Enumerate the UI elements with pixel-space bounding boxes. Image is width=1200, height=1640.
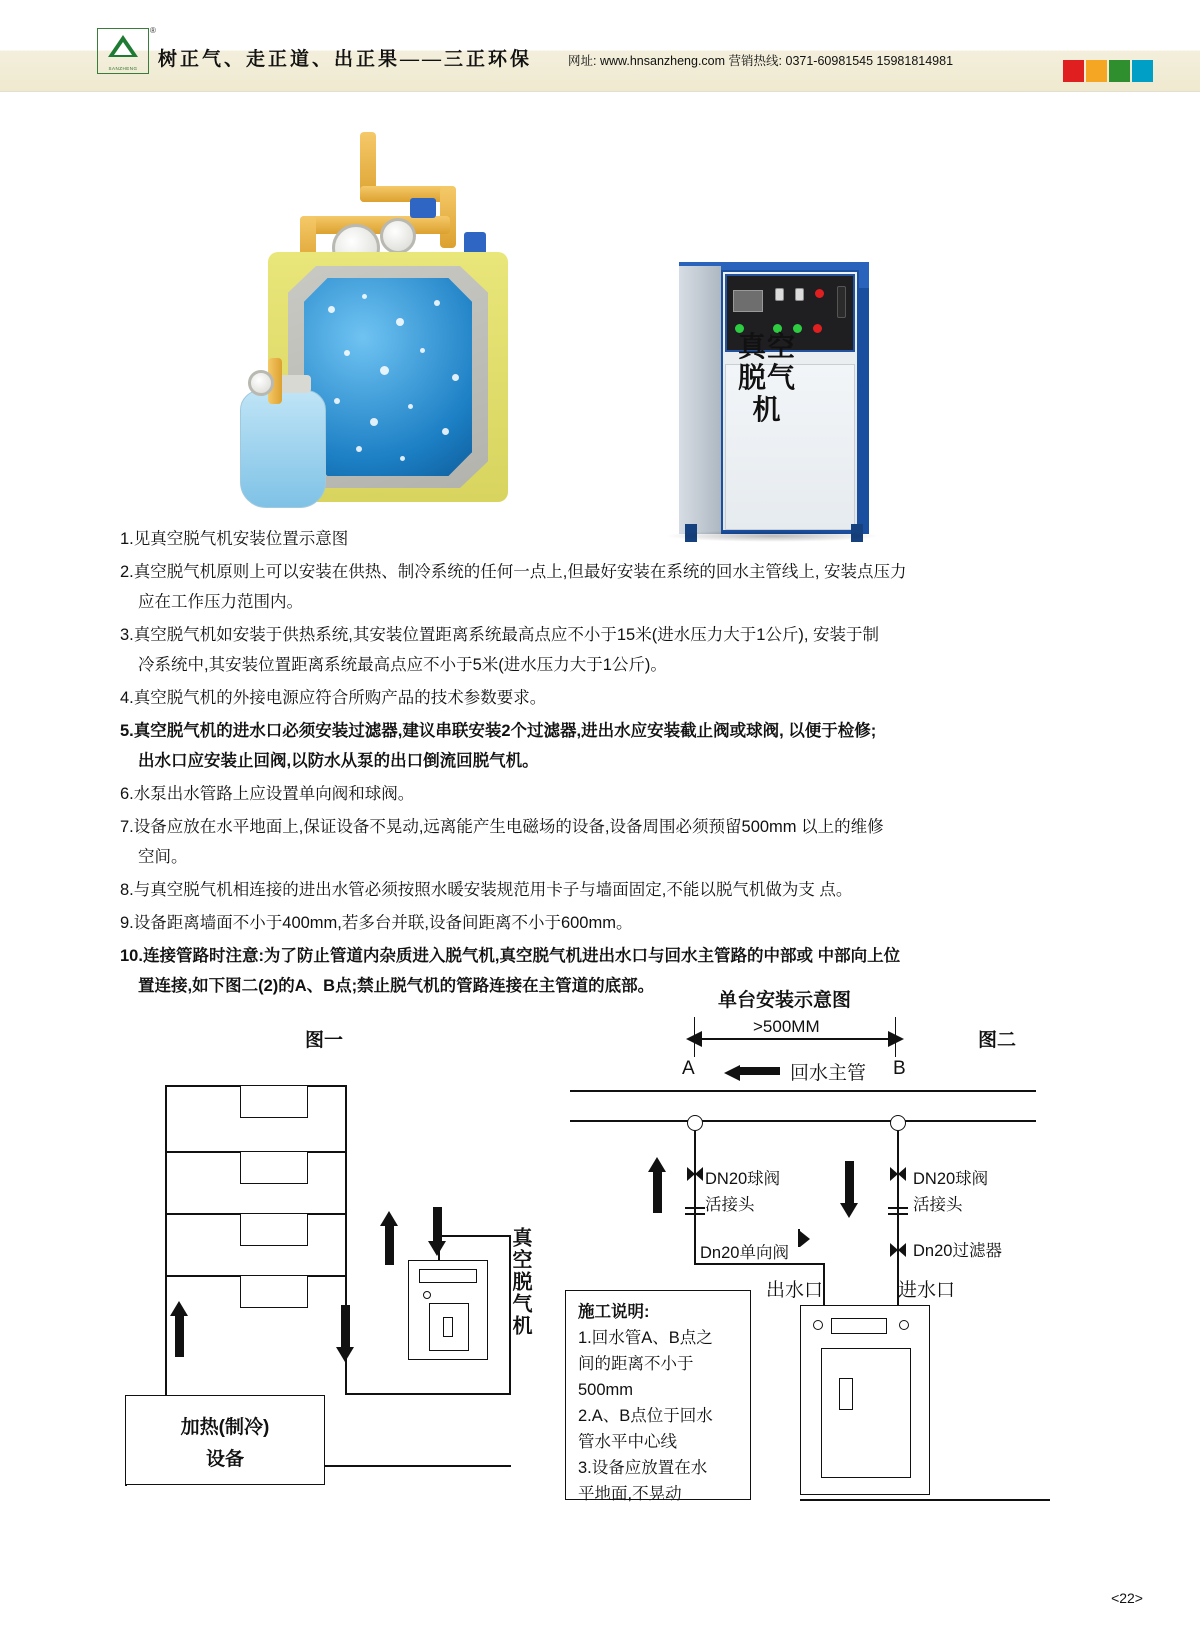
bubble [344,350,350,356]
registered-mark: ® [150,26,156,35]
degasser-window-figure1 [443,1317,453,1337]
installation-notes [120,524,1080,1004]
note-text-cont: 空间。 [138,848,188,866]
terminal-unit-3 [240,1213,308,1246]
main-breaker-switch[interactable] [837,286,846,318]
diagram-two-title: 图二 [978,1030,1017,1051]
color-bar-red [1063,60,1084,82]
note-text: 真空脱气机原则上可以安装在供热、制冷系统的任何一点上,但最好安装在系统的回水主管线上, 安装点压力 [133,563,907,581]
pressure-gauge-3 [248,370,274,396]
floor-line [800,1499,1050,1501]
page-header [0,0,1200,92]
note-text: 水泵出水管路上应设置单向阀和球阀。 [133,785,415,803]
bubble [362,294,367,299]
degasser-unit-figure2 [800,1305,930,1495]
degasser-bottom-line [325,1465,511,1467]
heater-label-line2: 设备 [205,1449,244,1470]
note-text: 真空脱气机如安装于供热系统,其安装位置距离系统最高点应不小于15米(进水压力大于1公斤), 安装于制 [133,626,880,644]
degasser-vertical-label: 真空脱气机 [509,1227,531,1337]
heater-label-line1: 加热(制冷) [180,1417,270,1438]
note-text: 与真空脱气机相连接的进出水管必须按照水暖安装规范用卡子与墙面固定,不能以脱气机做为支 点。 [133,881,853,899]
bubble [420,348,425,353]
logo-text: SANZHENG [108,66,138,71]
header-contact [568,51,953,69]
switch-1[interactable] [775,288,784,301]
note-box-line: 500mm [578,1381,634,1399]
branch-line-3a [165,1213,240,1215]
check-valve-icon [800,1231,810,1247]
branch-line-3b [308,1213,346,1215]
bubble [356,446,362,452]
note-text: 真空脱气机的外接电源应符合所购产品的技术参数要求。 [133,689,547,707]
union-left-icon-2 [685,1213,705,1215]
degasser-knob-right-figure2 [899,1320,909,1330]
note-item [120,620,1080,680]
branch-line-2b [308,1151,346,1153]
heater-bottom-stub [125,1485,127,1486]
pressure-gauge-2 [380,218,416,254]
note-box-line: 管水平中心线 [578,1433,677,1451]
secondary-tank [240,390,326,508]
company-logo [97,28,149,74]
degasser-cutaway-illustration [240,120,530,520]
outlet-flow-arrow-head [648,1157,666,1172]
union-left-icon [685,1207,705,1209]
terminal-unit-4 [240,1275,308,1308]
left-union-label: 活接头 [705,1196,755,1214]
inlet-flow-arrow-stem [845,1161,854,1203]
note-text-cont: 应在工作压力范围内。 [138,593,303,611]
bubble [334,398,340,404]
note-number: 6. [120,785,134,803]
degasser-display-figure1 [419,1269,477,1283]
degasser-door-figure2 [821,1348,911,1478]
degasser-out-arrow-head [428,1241,446,1256]
single-unit-diagram-title: 单台安装示意图 [718,990,852,1011]
note-box-line: 平地面,不晃动 [578,1485,682,1503]
bubble [434,300,440,306]
heating-cooling-equipment-box [125,1395,325,1485]
degasser-return-connect [345,1393,510,1395]
note-item [120,779,1080,809]
right-valve-label: DN20球阀 [913,1170,989,1188]
website-url: www.hnsanzheng.com [599,54,726,68]
return-flow-arrow-head [336,1347,354,1362]
degasser-display-figure2 [831,1318,887,1334]
tap-point-b-icon [890,1115,906,1131]
page-number: <22> [1111,1590,1143,1606]
control-display [733,290,763,312]
bubble [400,456,405,461]
note-box-line: 2.A、B点位于回水 [578,1407,713,1425]
note-text-cont: 置连接,如下图二(2)的A、B点;禁止脱气机的管路连接在主管道的底部。 [138,977,655,995]
header-color-bars [1063,60,1153,82]
return-flow-arrow-stem [341,1305,350,1347]
check-valve-label: Dn20单向阀 [700,1244,789,1262]
left-valve-label: DN20球阀 [705,1170,781,1188]
distance-label: >500MM [753,1017,820,1036]
note-number: 3. [120,626,134,644]
degasser-unit-figure1 [408,1260,488,1360]
ball-valve-right-icon [890,1167,906,1181]
note-number: 1. [120,530,134,548]
bubble [452,374,459,381]
bubble [408,404,413,409]
note-box-line: 1.回水管A、B点之 [578,1329,713,1347]
note-text: 真空脱气机的进水口必须安装过滤器,建议串联安装2个过滤器,进出水应安装截止阀或球阀, 以便于检修; [133,722,877,740]
degasser-cabinet-photo [655,142,897,542]
supply-flow-arrow-stem [175,1315,184,1357]
branch-line-2a [165,1151,240,1153]
bubble [370,418,378,426]
outlet-to-machine-line [823,1263,825,1305]
diagrams-area [0,975,1200,1595]
indicator-led-red [815,289,824,298]
branch-line-1a [165,1085,240,1087]
note-item [120,524,1080,554]
branch-line-1b [308,1085,346,1087]
note-number: 9. [120,914,134,932]
supply-flow-arrow-head [170,1301,188,1316]
bubble [380,366,389,375]
pipe-manifold [300,216,450,234]
note-item [120,557,1080,617]
tank-water [304,278,472,476]
filter-icon [890,1243,906,1257]
note-item [120,683,1080,713]
degasser-out-arrow-stem [433,1207,442,1243]
terminal-unit-2 [240,1151,308,1184]
degasser-knob-left-figure2 [813,1320,823,1330]
degasser-window-figure2 [839,1378,853,1410]
note-number: 10. [120,947,143,965]
note-box-title: 施工说明: [578,1303,650,1321]
outlet-horizontal-line [694,1263,824,1265]
product-photos [0,120,1200,520]
note-item [120,875,1080,905]
switch-2[interactable] [795,288,804,301]
website-label: 网址: [568,54,597,68]
terminal-unit-1 [240,1085,308,1118]
outlet-drop-line [694,1131,696,1265]
note-text: 连接管路时注意:为了防止管道内杂质进入脱气机,真空脱气机进出水口与回水主管路的中部或 中部向上位 [142,947,901,965]
note-text: 设备应放在水平地面上,保证设备不晃动,远离能产生电磁场的设备,设备周围必须预留500mm 以上的维修 [133,818,884,836]
note-number: 8. [120,881,134,899]
solenoid-valve-1 [410,198,436,218]
ball-valve-left-icon [687,1167,703,1181]
inlet-flow-arrow-head [840,1203,858,1218]
note-item [120,716,1080,776]
return-main-pipe-top [570,1090,1036,1092]
note-item [120,812,1080,872]
outlet-flow-arrow-stem [653,1171,662,1213]
bubble [396,318,404,326]
note-box-line: 3.设备应放置在水 [578,1459,708,1477]
union-right-icon-2 [888,1213,908,1215]
right-union-label: 活接头 [913,1196,963,1214]
hotline-label: 营销热线: [728,54,783,68]
color-bar-cyan [1132,60,1153,82]
diagram-one-title: 图一 [305,1030,344,1051]
degasser-knob-figure1 [423,1291,431,1299]
point-a-label: A [682,1058,695,1079]
point-b-label: B [893,1058,906,1079]
bubble [442,428,449,435]
indicator-led-red-2 [813,324,822,333]
note-box-line: 间的距离不小于 [578,1355,694,1373]
degasser-in-arrow-head [380,1211,398,1226]
outlet-label: 出水口 [766,1280,824,1301]
filter-label: Dn20过滤器 [913,1242,1002,1260]
degasser-in-arrow-stem [385,1225,394,1265]
branch-line-4b [308,1275,346,1277]
note-number: 2. [120,563,134,581]
dimension-ext-left [694,1017,695,1057]
main-pipe-label: 回水主管 [790,1063,867,1084]
branch-line-4a [165,1275,240,1277]
main-pipe-flow-stem [738,1067,780,1075]
degasser-top-connect [438,1235,510,1237]
tap-point-a-icon [687,1115,703,1131]
dimension-ext-right [895,1017,896,1057]
check-valve-seat [798,1229,800,1247]
return-main-pipe-bottom [570,1120,1036,1122]
union-right-icon [888,1207,908,1209]
bubble [328,306,335,313]
logo-inner-triangle-icon [114,42,132,55]
dimension-line [700,1038,890,1040]
header-slogan: 树正气、走正道、出正果——三正环保 [158,49,533,70]
note-number: 7. [120,818,134,836]
note-number: 5. [120,722,134,740]
note-number: 4. [120,689,134,707]
color-bar-green [1109,60,1130,82]
note-text: 设备距离墙面不小于400mm,若多台并联,设备间距离不小于600mm。 [133,914,633,932]
cabinet-brand-label: 真空脱气机 [737,332,796,426]
note-text-cont: 出水口应安装止回阀,以防水从泵的出口倒流回脱气机。 [138,752,539,770]
color-bar-orange [1086,60,1107,82]
supply-riser-line [165,1085,167,1395]
construction-note-box [565,1290,751,1503]
note-text: 见真空脱气机安装位置示意图 [133,530,349,548]
cabinet-side-panel [679,266,721,534]
hotline-number: 0371-60981545 15981814981 [785,54,954,68]
note-item [120,908,1080,938]
inlet-label: 进水口 [898,1280,956,1301]
note-text-cont: 冷系统中,其安装位置距离系统最高点应不小于5米(进水压力大于1公斤)。 [138,656,667,674]
